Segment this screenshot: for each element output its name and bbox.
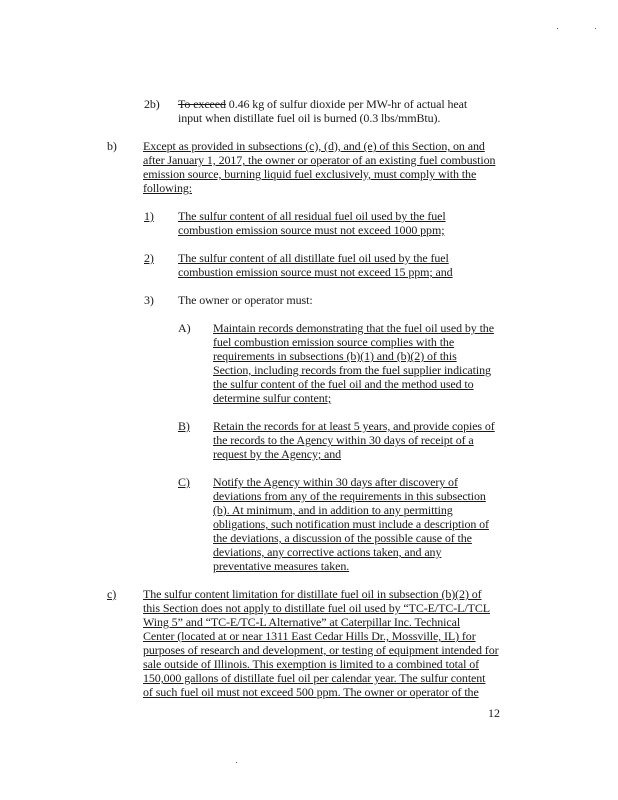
para-b-line: following: [143, 181, 192, 195]
b3-label: 3) [144, 293, 154, 307]
para-c-line: 150,000 gallons of distillate fuel oil per calendar year. The sulfur content [143, 671, 486, 685]
b2-label: 2) [144, 251, 154, 265]
b3-text: The owner or operator must: [178, 293, 313, 307]
b3c-line: deviations, any corrective actions taken, and any [213, 545, 442, 559]
b3b-label: B) [178, 419, 190, 433]
b3a-label: A) [178, 321, 191, 335]
b3b-line: Retain the records for at least 5 years, and provide copies of [213, 419, 495, 433]
b1-line: The sulfur content of all residual fuel oil used by the fuel [178, 209, 446, 223]
b3a-line: Maintain records demonstrating that the fuel oil used by the [213, 321, 494, 335]
b3a-line: Section, including records from the fuel supplier indicating [213, 363, 491, 377]
para-b-line: after January 1, 2017, the owner or operator of an existing fuel combustion [143, 153, 496, 167]
para-b-label: b) [107, 139, 117, 153]
b3c-line: deviations from any of the requirements in this subsection [213, 489, 486, 503]
page-number: 12 [488, 706, 500, 720]
para-c-line: this Section does not apply to distillate fuel oil used by “TC-E/TC-L/TCL [143, 601, 490, 615]
struck-text: To exceed [178, 97, 226, 111]
scan-speck [557, 28, 558, 29]
b3b-line: the records to the Agency within 30 days of receipt of a [213, 433, 474, 447]
item-2b-line-1 [178, 97, 467, 111]
para-b-line: Except as provided in subsections (c), (d), and (e) of this Section, on and [143, 139, 485, 153]
b3b-line: request by the Agency; and [213, 447, 342, 461]
b3c-label: C) [178, 475, 190, 489]
b3a-line: the sulfur content of the fuel oil and the method used to [213, 377, 474, 391]
b3c-line: preventative measures taken. [213, 559, 350, 573]
b1-label: 1) [144, 209, 154, 223]
scan-speck [236, 762, 237, 763]
item-2b-text: 0.46 kg of sulfur dioxide per MW-hr of actual heat [225, 97, 468, 111]
b3c-line: (b). At minimum, and in addition to any permitting [213, 503, 453, 517]
b3c-line: the deviations, a discussion of the possible cause of the [213, 531, 472, 545]
para-c-line: Center (located at or near 1311 East Cedar Hills Dr., Mossville, IL) for [143, 629, 476, 643]
scan-speck [595, 28, 596, 29]
para-c-line: of such fuel oil must not exceed 500 ppm. The owner or operator of the [143, 685, 479, 699]
b3a-line: fuel combustion emission source complies with the [213, 335, 455, 349]
para-c-line: The sulfur content limitation for distillate fuel oil in subsection (b)(2) of [143, 587, 482, 601]
b2-line: The sulfur content of all distillate fuel oil used by the fuel [178, 251, 449, 265]
para-c-line: sale outside of Illinois. This exemption is limited to a combined total of [143, 657, 479, 671]
b2-line: combustion emission source must not exceed 15 ppm; and [178, 265, 453, 279]
b3c-line: obligations, such notification must include a description of [213, 517, 489, 531]
para-c-label: c) [107, 587, 117, 601]
item-2b-label: 2b) [144, 97, 160, 111]
b1-line: combustion emission source must not exceed 1000 ppm; [178, 223, 445, 237]
b3c-line: Notify the Agency within 30 days after discovery of [213, 475, 458, 489]
para-c-line: Wing 5” and “TC-E/TC-L Alternative” at Caterpillar Inc. Technical [143, 615, 461, 629]
b3a-line: determine sulfur content; [213, 391, 332, 405]
b3a-line: requirements in subsections (b)(1) and (b)(2) of this [213, 349, 457, 363]
item-2b-line-2: input when distillate fuel oil is burned (0.3 lbs/mmBtu). [178, 111, 441, 125]
para-c-line: purposes of research and development, or testing of equipment intended for [143, 643, 499, 657]
para-b-line: emission source, burning liquid fuel exclusively, must comply with the [143, 167, 477, 181]
